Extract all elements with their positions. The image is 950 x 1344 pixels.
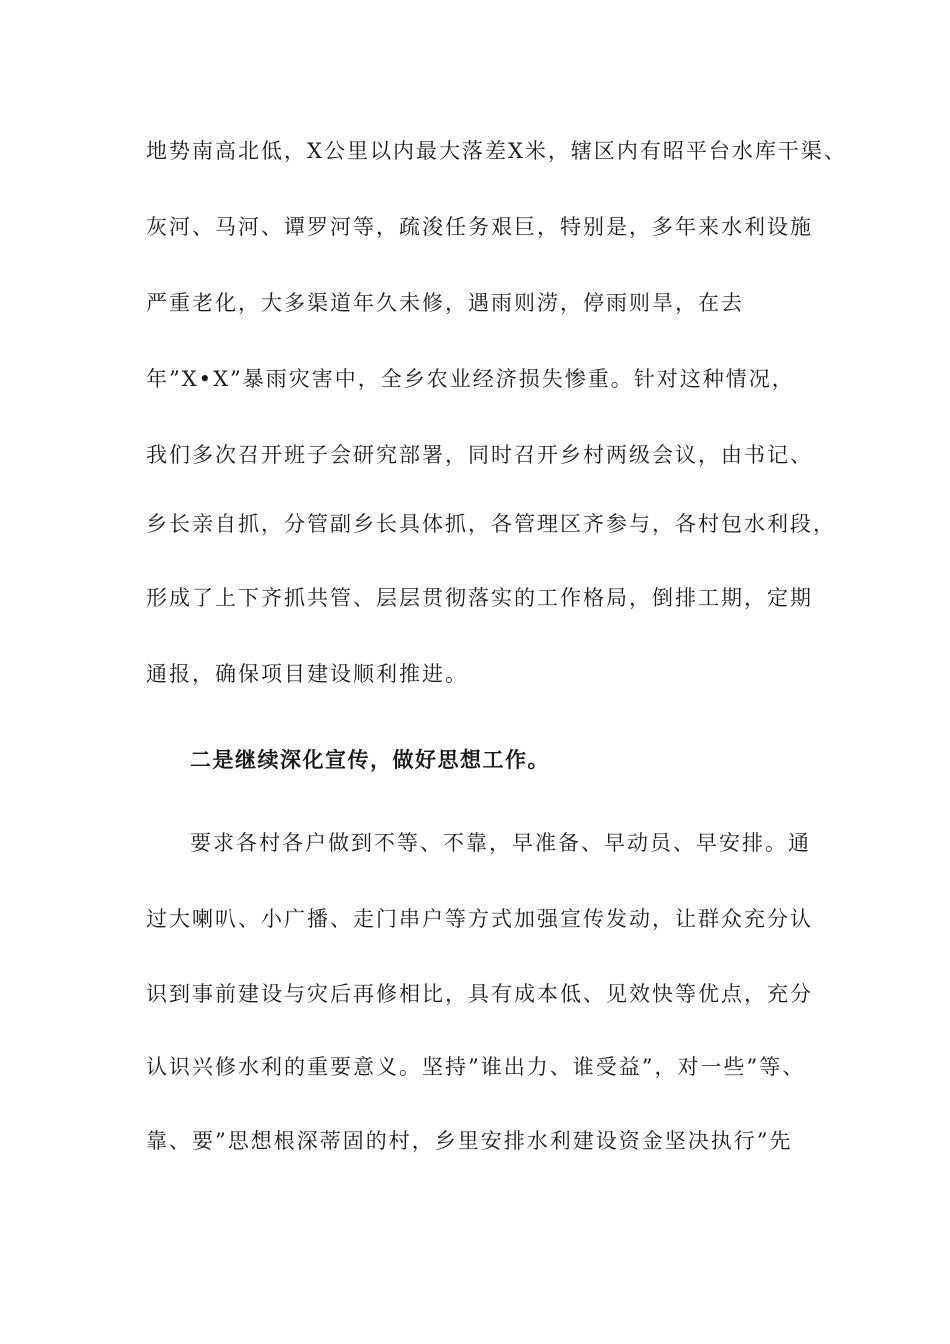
paragraph-line: 地势南高北低，X公里以内最大落差X米，辖区内有昭平台水库干渠、	[146, 139, 847, 163]
paragraph-line: 灰河、马河、谭罗河等，疏浚任务艰巨，特别是，多年来水利设施	[146, 215, 813, 239]
paragraph-line: 靠、要”思想根深蒂固的村，乡里安排水利建设资金坚决执行”先	[146, 1129, 793, 1153]
paragraph-line: 要求各村各户做到不等、不靠，早准备、早动员、早安排。通	[190, 831, 811, 855]
paragraph-line: 形成了上下齐抓共管、层层贯彻落实的工作格局，倒排工期，定期	[146, 586, 813, 610]
paragraph-line: 识到事前建设与灾后再修相比，具有成本低、见效快等优点，充分	[146, 982, 813, 1006]
paragraph-line: 认识兴修水利的重要意义。坚持”谁出力、谁受益”，对一些”等、	[146, 1055, 806, 1079]
paragraph-line: 过大喇叭、小广播、走门串户等方式加强宣传发动，让群众充分认	[146, 907, 813, 931]
paragraph-line: 通报，确保项目建设顺利推进。	[146, 662, 468, 686]
paragraph-line: 我们多次召开班子会研究部署，同时召开乡村两级会议，由书记、	[146, 443, 813, 467]
paragraph-line: 年”X•X”暴雨灾害中，全乡农业经济损失惨重。针对这种情况，	[146, 367, 795, 391]
section-heading: 二是继续深化宣传，做好思想工作。	[190, 748, 550, 772]
paragraph-line: 乡长亲自抓，分管副乡长具体抓，各管理区齐参与，各村包水利段，	[146, 512, 836, 536]
paragraph-line: 严重老化，大多渠道年久未修，遇雨则涝，停雨则旱，在去	[146, 291, 744, 315]
